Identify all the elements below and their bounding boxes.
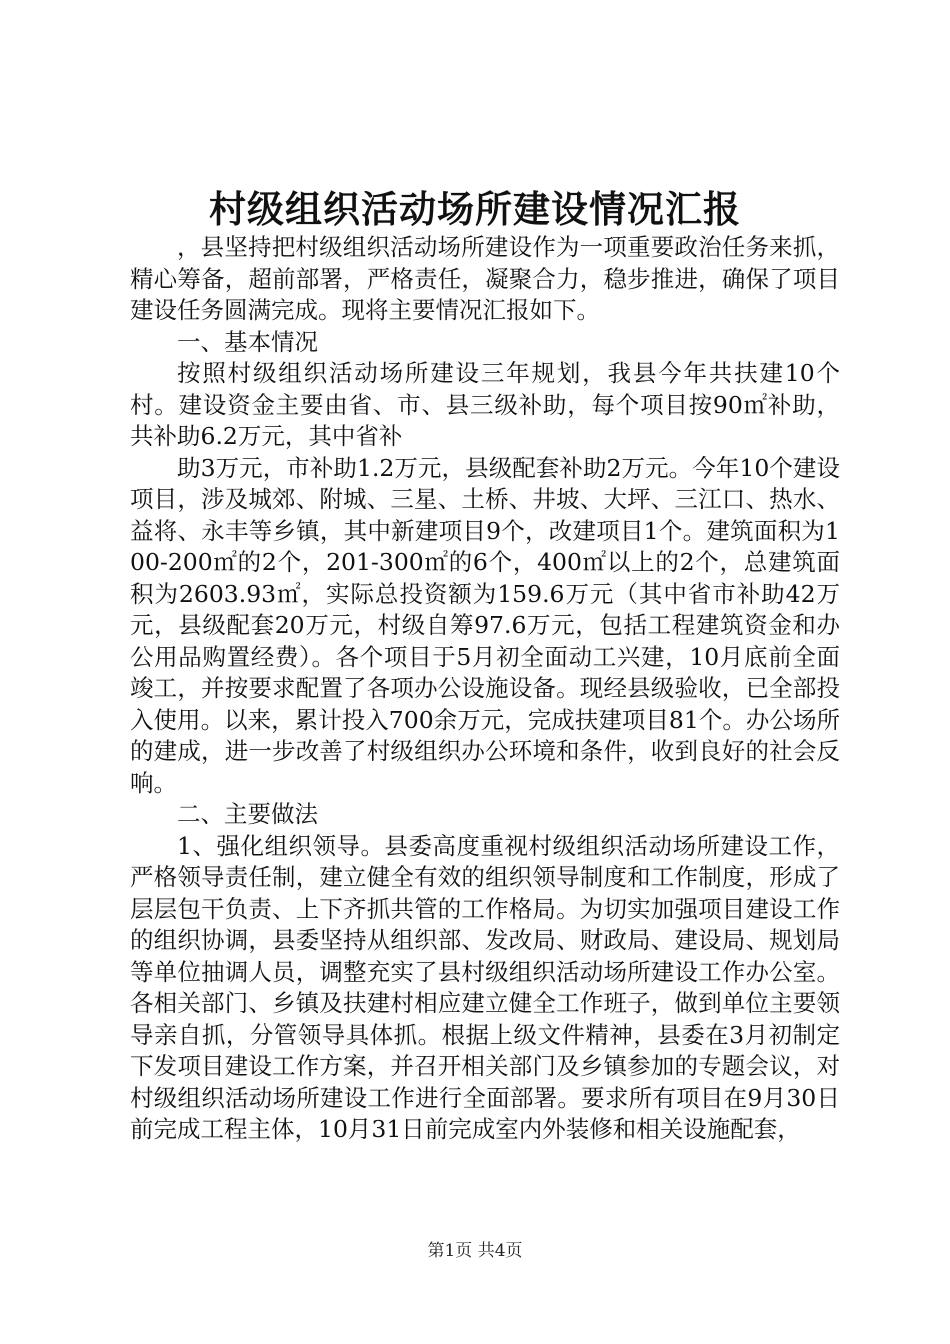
- document-body: [130, 232, 840, 1146]
- basic-paragraph-1: 按照村级组织活动场所建设三年规划，我县今年共扶建10个村。建设资金主要由省、市、县三级补助，每个项目按90㎡补助，共补助6.2万元，其中省补: [130, 359, 840, 450]
- basic-paragraph-2: 助3万元，市补助1.2万元，县级配套补助2万元。今年10个建设项目，涉及城郊、附城、三星、土桥、井坡、大坪、三江口、热水、益将、永丰等乡镇，其中新建项目9个，改建项目1个。建筑面积为100-200㎡的2个，201-300㎡的6个，400㎡以上的2个，总建筑面积为2603.93㎡，实际总投资额为159.6万元（其中省市补助42万元，县级配套20万元，村级自筹97.6万元，包括工程建筑资金和办公用品购置经费）。各个项目于5月初全面动工兴建，10月底前全面竣工，并按要求配置了各项办公设施设备。现经县级验收，已全部投入使用。以来，累计投入700余万元，完成扶建项目81个。办公场所的建成，进一步改善了村级组织办公环境和条件，收到良好的社会反响。: [130, 453, 840, 797]
- document-title: 村级组织活动场所建设情况汇报: [209, 187, 741, 231]
- section-heading-methods: 二、主要做法: [177, 800, 318, 828]
- page-footer: 第1页 共4页: [427, 1241, 523, 1261]
- section-heading-basic: 一、基本情况: [177, 327, 318, 356]
- intro-paragraph: ，县坚持把村级组织活动场所建设作为一项重要政治任务来抓，精心筹备，超前部署，严格责任，凝聚合力，稳步推进，确保了项目建设任务圆满完成。现将主要情况汇报如下。: [130, 233, 840, 324]
- methods-paragraph-1: 1、强化组织领导。县委高度重视村级组织活动场所建设工作，严格领导责任制，建立健全有效的组织领导制度和工作制度，形成了层层包干负责、上下齐抓共管的工作格局。为切实加强项目建设工作的组织协调，县委坚持从组织部、发改局、财政局、建设局、规划局等单位抽调人员，调整充实了县村级组织活动场所建设工作办公室。各相关部门、乡镇及扶建村相应建立健全工作班子，做到单位主要领导亲自抓，分管领导具体抓。根据上级文件精神，县委在3月初制定下发项目建设工作方案，并召开相关部门及乡镇参加的专题会议，对村级组织活动场所建设工作进行全面部署。要求所有项目在9月30日前完成工程主体，10月31日前完成室内外装修和相关设施配套，: [130, 831, 840, 1143]
